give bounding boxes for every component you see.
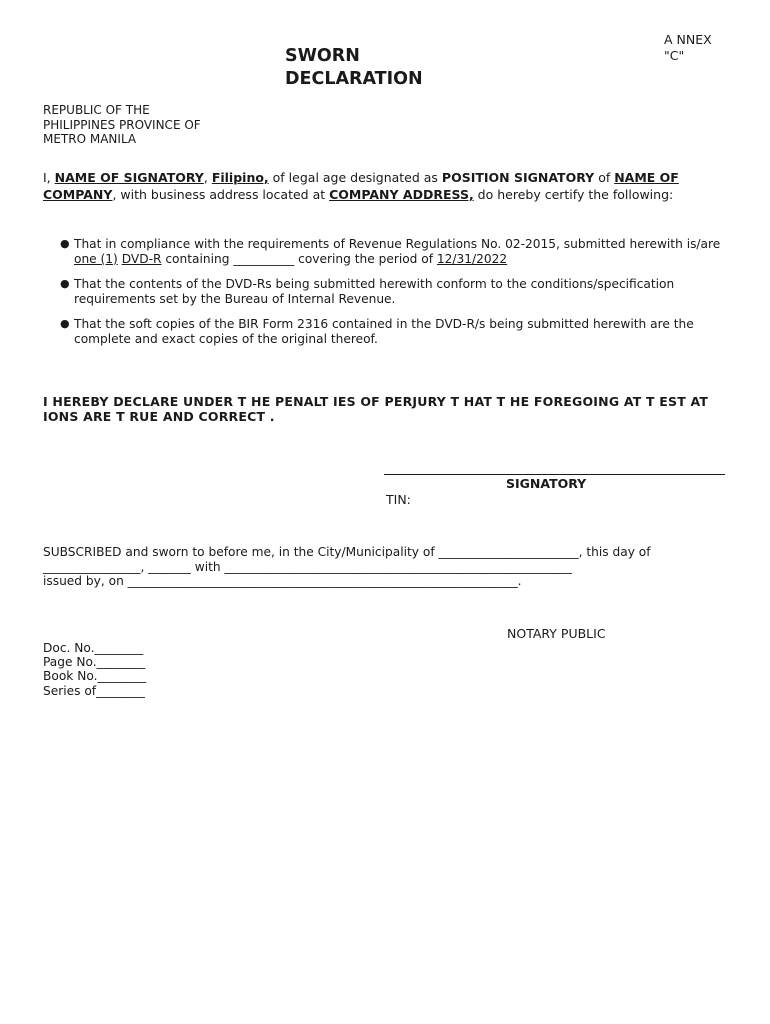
item-text: That the soft copies of the BIR Form 2316 contained in the DVD-R/s being submitted herewith are the complete and exact copies of the original thereof. [74,317,694,346]
item-text: containing [161,251,234,266]
signatory-label: SIGNATORY [506,476,587,491]
jurat-line-1: SUBSCRIBED and sworn to before me, in the City/Municipality of _______________________, this day of [43,545,651,559]
bullet-icon: ● [60,317,70,330]
certification-item [43,237,733,266]
tin-label: TIN: [386,492,411,507]
count-field: one (1) [74,251,118,266]
venue-line-1: REPUBLIC OF THE [43,103,150,117]
certification-item [43,317,733,346]
title-line-1: SWORN [285,46,360,66]
blank-field: __________ [233,251,295,266]
intro-text-4: do hereby certify the following: [473,187,674,202]
intro-prefix: I, [43,170,55,185]
annex-line-1: A NNEX [664,32,712,47]
signatory-name-field: NAME OF SIGNATORY [54,170,204,185]
intro-text-2: of [594,170,615,185]
annex-label [664,32,712,64]
perjury-declaration: I HEREBY DECLARE UNDER T HE PENALT IES OF PERJURY T HAT T HE FOREGOING AT T EST AT IONS ARE T RUE AND CORRECT . [43,394,709,424]
item-text: That the contents of the DVD-Rs being submitted herewith conform to the conditions/specification requirements set by the Bureau of Internal Revenue. [74,277,675,306]
page-number: Page No.________ [43,655,146,670]
document-title [285,45,423,91]
media-field: DVD-R [121,251,162,266]
item-text: covering the period of [294,251,437,266]
certification-list [43,237,733,357]
certification-item [43,277,733,306]
venue-block [43,103,243,147]
bullet-icon: ● [60,277,70,290]
company-name-field: NAME OF COMPANY [43,170,679,202]
jurat-paragraph [43,545,733,589]
notary-public-label: NOTARY PUBLIC [507,626,606,641]
intro-text-3: , with business address located at [112,187,330,202]
intro-separator: , [203,170,212,185]
venue-line-2: PHILIPPINES PROVINCE OF [43,117,201,132]
intro-paragraph [43,169,733,203]
venue-line-3: METRO MANILA [43,132,137,146]
signature-line [384,474,725,475]
position-field: POSITION SIGNATORY [441,170,595,185]
series-number: Series of________ [43,683,145,698]
item-text: That in compliance with the requirements of Revenue Regulations No. 02-2015, submitted herewith is/are [74,237,721,251]
annex-line-2: "C" [664,48,685,63]
bullet-icon: ● [60,237,70,250]
jurat-line-2: ________________, _______ with _________________________________________________________ [43,559,572,574]
jurat-line-3: issued by, on ________________________________________________________________. [43,574,522,588]
notarial-register-block [43,641,146,698]
book-number: Book No.________ [43,669,147,684]
intro-text-1: of legal age designated as [268,170,442,185]
nationality-field: Filipino, [211,170,269,185]
doc-number: Doc. No.________ [43,641,144,655]
company-address-field: COMPANY ADDRESS, [329,187,474,202]
title-line-2: DECLARATION [285,69,423,89]
period-date-field: 12/31/2022 [436,251,508,266]
